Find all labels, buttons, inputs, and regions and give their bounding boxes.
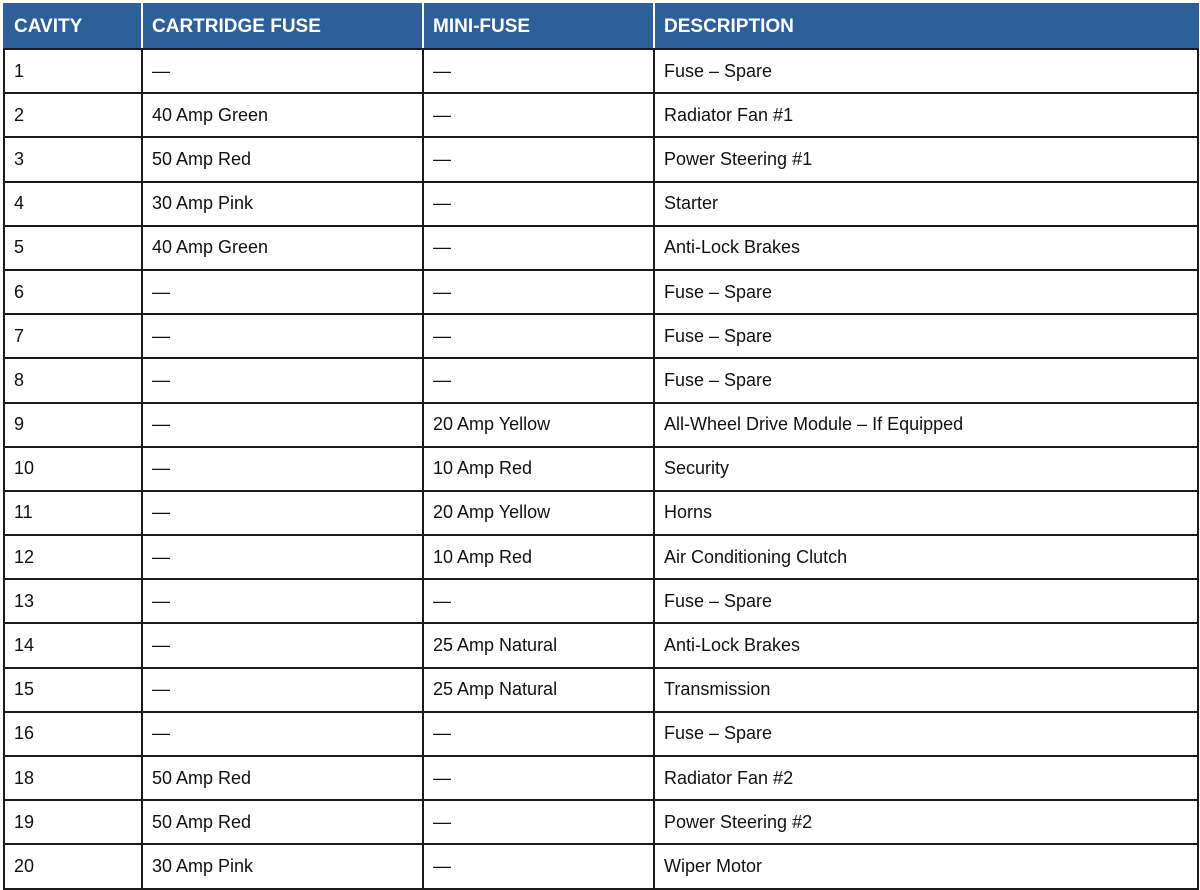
cartridge-fuse-cell: — <box>142 49 423 93</box>
header-cavity: CAVITY <box>4 4 142 49</box>
description-cell: All-Wheel Drive Module – If Equipped <box>654 403 1198 447</box>
mini-fuse-cell: 25 Amp Natural <box>423 668 654 712</box>
table-row <box>4 623 1198 667</box>
header-mini-fuse: MINI-FUSE <box>423 4 654 49</box>
mini-fuse-cell: — <box>423 93 654 137</box>
cavity-cell: 14 <box>4 623 142 667</box>
mini-fuse-cell: — <box>423 314 654 358</box>
cavity-cell: 19 <box>4 800 142 844</box>
table-row <box>4 226 1198 270</box>
table-row <box>4 270 1198 314</box>
header-description: DESCRIPTION <box>654 4 1198 49</box>
description-cell: Security <box>654 447 1198 491</box>
table-row <box>4 93 1198 137</box>
description-cell: Fuse – Spare <box>654 712 1198 756</box>
cavity-cell: 2 <box>4 93 142 137</box>
cartridge-fuse-cell: — <box>142 668 423 712</box>
description-cell: Transmission <box>654 668 1198 712</box>
cavity-cell: 6 <box>4 270 142 314</box>
table-row <box>4 668 1198 712</box>
mini-fuse-cell: 10 Amp Red <box>423 447 654 491</box>
cartridge-fuse-cell: 50 Amp Red <box>142 137 423 181</box>
table-row <box>4 756 1198 800</box>
mini-fuse-cell: — <box>423 579 654 623</box>
cavity-cell: 1 <box>4 49 142 93</box>
mini-fuse-cell: 20 Amp Yellow <box>423 491 654 535</box>
description-cell: Air Conditioning Clutch <box>654 535 1198 579</box>
mini-fuse-cell: 20 Amp Yellow <box>423 403 654 447</box>
cartridge-fuse-cell: — <box>142 358 423 402</box>
table-row <box>4 137 1198 181</box>
description-cell: Wiper Motor <box>654 844 1198 888</box>
cartridge-fuse-cell: — <box>142 403 423 447</box>
mini-fuse-cell: — <box>423 137 654 181</box>
table-row <box>4 314 1198 358</box>
cartridge-fuse-cell: — <box>142 491 423 535</box>
cartridge-fuse-cell: — <box>142 623 423 667</box>
description-cell: Radiator Fan #1 <box>654 93 1198 137</box>
description-cell: Fuse – Spare <box>654 49 1198 93</box>
table-row <box>4 712 1198 756</box>
description-cell: Horns <box>654 491 1198 535</box>
description-cell: Anti-Lock Brakes <box>654 623 1198 667</box>
description-cell: Fuse – Spare <box>654 270 1198 314</box>
mini-fuse-cell: — <box>423 49 654 93</box>
table-row <box>4 800 1198 844</box>
description-cell: Starter <box>654 182 1198 226</box>
cavity-cell: 13 <box>4 579 142 623</box>
mini-fuse-cell: 10 Amp Red <box>423 535 654 579</box>
cavity-cell: 9 <box>4 403 142 447</box>
table-row <box>4 491 1198 535</box>
table-row <box>4 182 1198 226</box>
mini-fuse-cell: 25 Amp Natural <box>423 623 654 667</box>
mini-fuse-cell: — <box>423 800 654 844</box>
mini-fuse-cell: — <box>423 756 654 800</box>
cavity-cell: 11 <box>4 491 142 535</box>
cartridge-fuse-cell: 40 Amp Green <box>142 93 423 137</box>
mini-fuse-cell: — <box>423 358 654 402</box>
fuse-table <box>3 3 1199 890</box>
cartridge-fuse-cell: — <box>142 579 423 623</box>
description-cell: Power Steering #2 <box>654 800 1198 844</box>
cartridge-fuse-cell: — <box>142 712 423 756</box>
table-row <box>4 447 1198 491</box>
cartridge-fuse-cell: — <box>142 270 423 314</box>
cartridge-fuse-cell: — <box>142 535 423 579</box>
table-row <box>4 579 1198 623</box>
cavity-cell: 15 <box>4 668 142 712</box>
cavity-cell: 4 <box>4 182 142 226</box>
cartridge-fuse-cell: 50 Amp Red <box>142 800 423 844</box>
cavity-cell: 18 <box>4 756 142 800</box>
description-cell: Anti-Lock Brakes <box>654 226 1198 270</box>
cartridge-fuse-cell: — <box>142 447 423 491</box>
mini-fuse-cell: — <box>423 712 654 756</box>
cartridge-fuse-cell: 40 Amp Green <box>142 226 423 270</box>
description-cell: Fuse – Spare <box>654 579 1198 623</box>
cavity-cell: 8 <box>4 358 142 402</box>
table-row <box>4 49 1198 93</box>
cartridge-fuse-cell: 30 Amp Pink <box>142 182 423 226</box>
cavity-cell: 20 <box>4 844 142 888</box>
table-header <box>4 4 1198 49</box>
description-cell: Fuse – Spare <box>654 314 1198 358</box>
cartridge-fuse-cell: 50 Amp Red <box>142 756 423 800</box>
table-row <box>4 403 1198 447</box>
description-cell: Radiator Fan #2 <box>654 756 1198 800</box>
description-cell: Fuse – Spare <box>654 358 1198 402</box>
cavity-cell: 16 <box>4 712 142 756</box>
mini-fuse-cell: — <box>423 182 654 226</box>
description-cell: Power Steering #1 <box>654 137 1198 181</box>
cavity-cell: 10 <box>4 447 142 491</box>
table-row <box>4 844 1198 888</box>
mini-fuse-cell: — <box>423 844 654 888</box>
cartridge-fuse-cell: — <box>142 314 423 358</box>
cavity-cell: 12 <box>4 535 142 579</box>
cavity-cell: 5 <box>4 226 142 270</box>
cavity-cell: 7 <box>4 314 142 358</box>
mini-fuse-cell: — <box>423 226 654 270</box>
cavity-cell: 3 <box>4 137 142 181</box>
header-row <box>4 4 1198 49</box>
table-row <box>4 358 1198 402</box>
mini-fuse-cell: — <box>423 270 654 314</box>
table-body <box>4 49 1198 889</box>
table-row <box>4 535 1198 579</box>
cartridge-fuse-cell: 30 Amp Pink <box>142 844 423 888</box>
header-cartridge-fuse: CARTRIDGE FUSE <box>142 4 423 49</box>
